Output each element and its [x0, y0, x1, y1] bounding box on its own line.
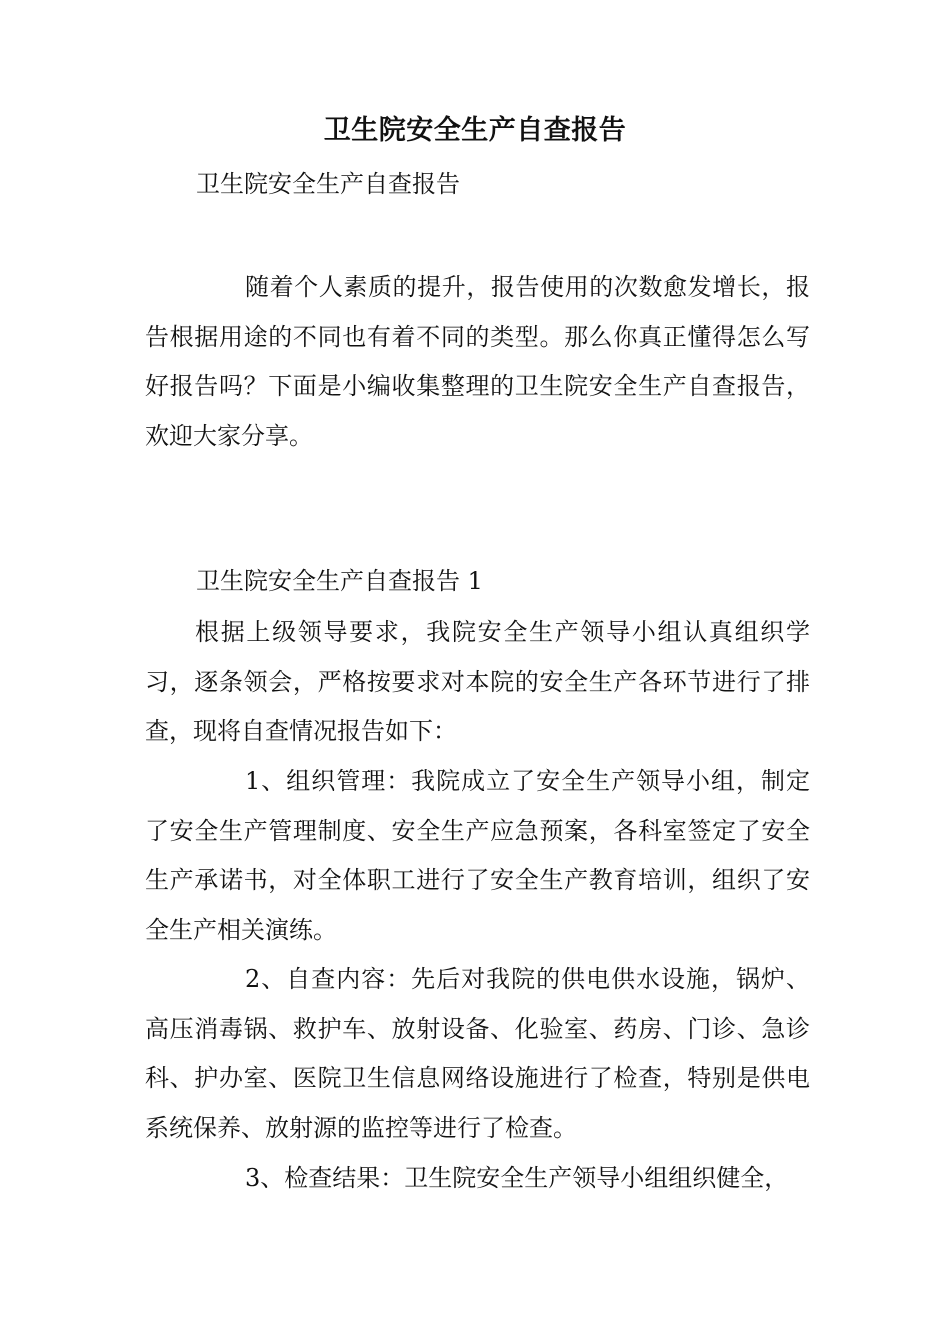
intro-paragraph: 随着个人素质的提升，报告使用的次数愈发增长，报告根据用途的不同也有着不同的类型。那么你真正懂得怎么写好报告吗？下面是小编收集整理的卫生院安全生产自查报告，欢迎大家分享。 — [145, 273, 810, 450]
document-title: 卫生院安全生产自查报告 — [323, 115, 627, 146]
body-paragraph: 1、组织管理：我院成立了安全生产领导小组，制定了安全生产管理制度、安全生产应急预案，各科室签定了安全生产承诺书，对全体职工进行了安全生产教育培训，组织了安全生产相关演练。 — [145, 767, 810, 944]
body-paragraph: 3、检查结果：卫生院安全生产领导小组组织健全， — [245, 1164, 789, 1192]
document-subtitle: 卫生院安全生产自查报告 — [196, 170, 460, 198]
body-paragraph: 2、自查内容：先后对我院的供电供水设施，锅炉、高压消毒锅、救护车、放射设备、化验室、药房、门诊、急诊科、护办室、医院卫生信息网络设施进行了检查，特别是供电系统保养、放射源的监控等进行了检查。 — [145, 965, 810, 1142]
section-heading: 卫生院安全生产自查报告 1 — [196, 567, 483, 595]
body-paragraph: 根据上级领导要求，我院安全生产领导小组认真组织学习，逐条领会，严格按要求对本院的安全生产各环节进行了排查，现将自查情况报告如下： — [145, 618, 810, 745]
